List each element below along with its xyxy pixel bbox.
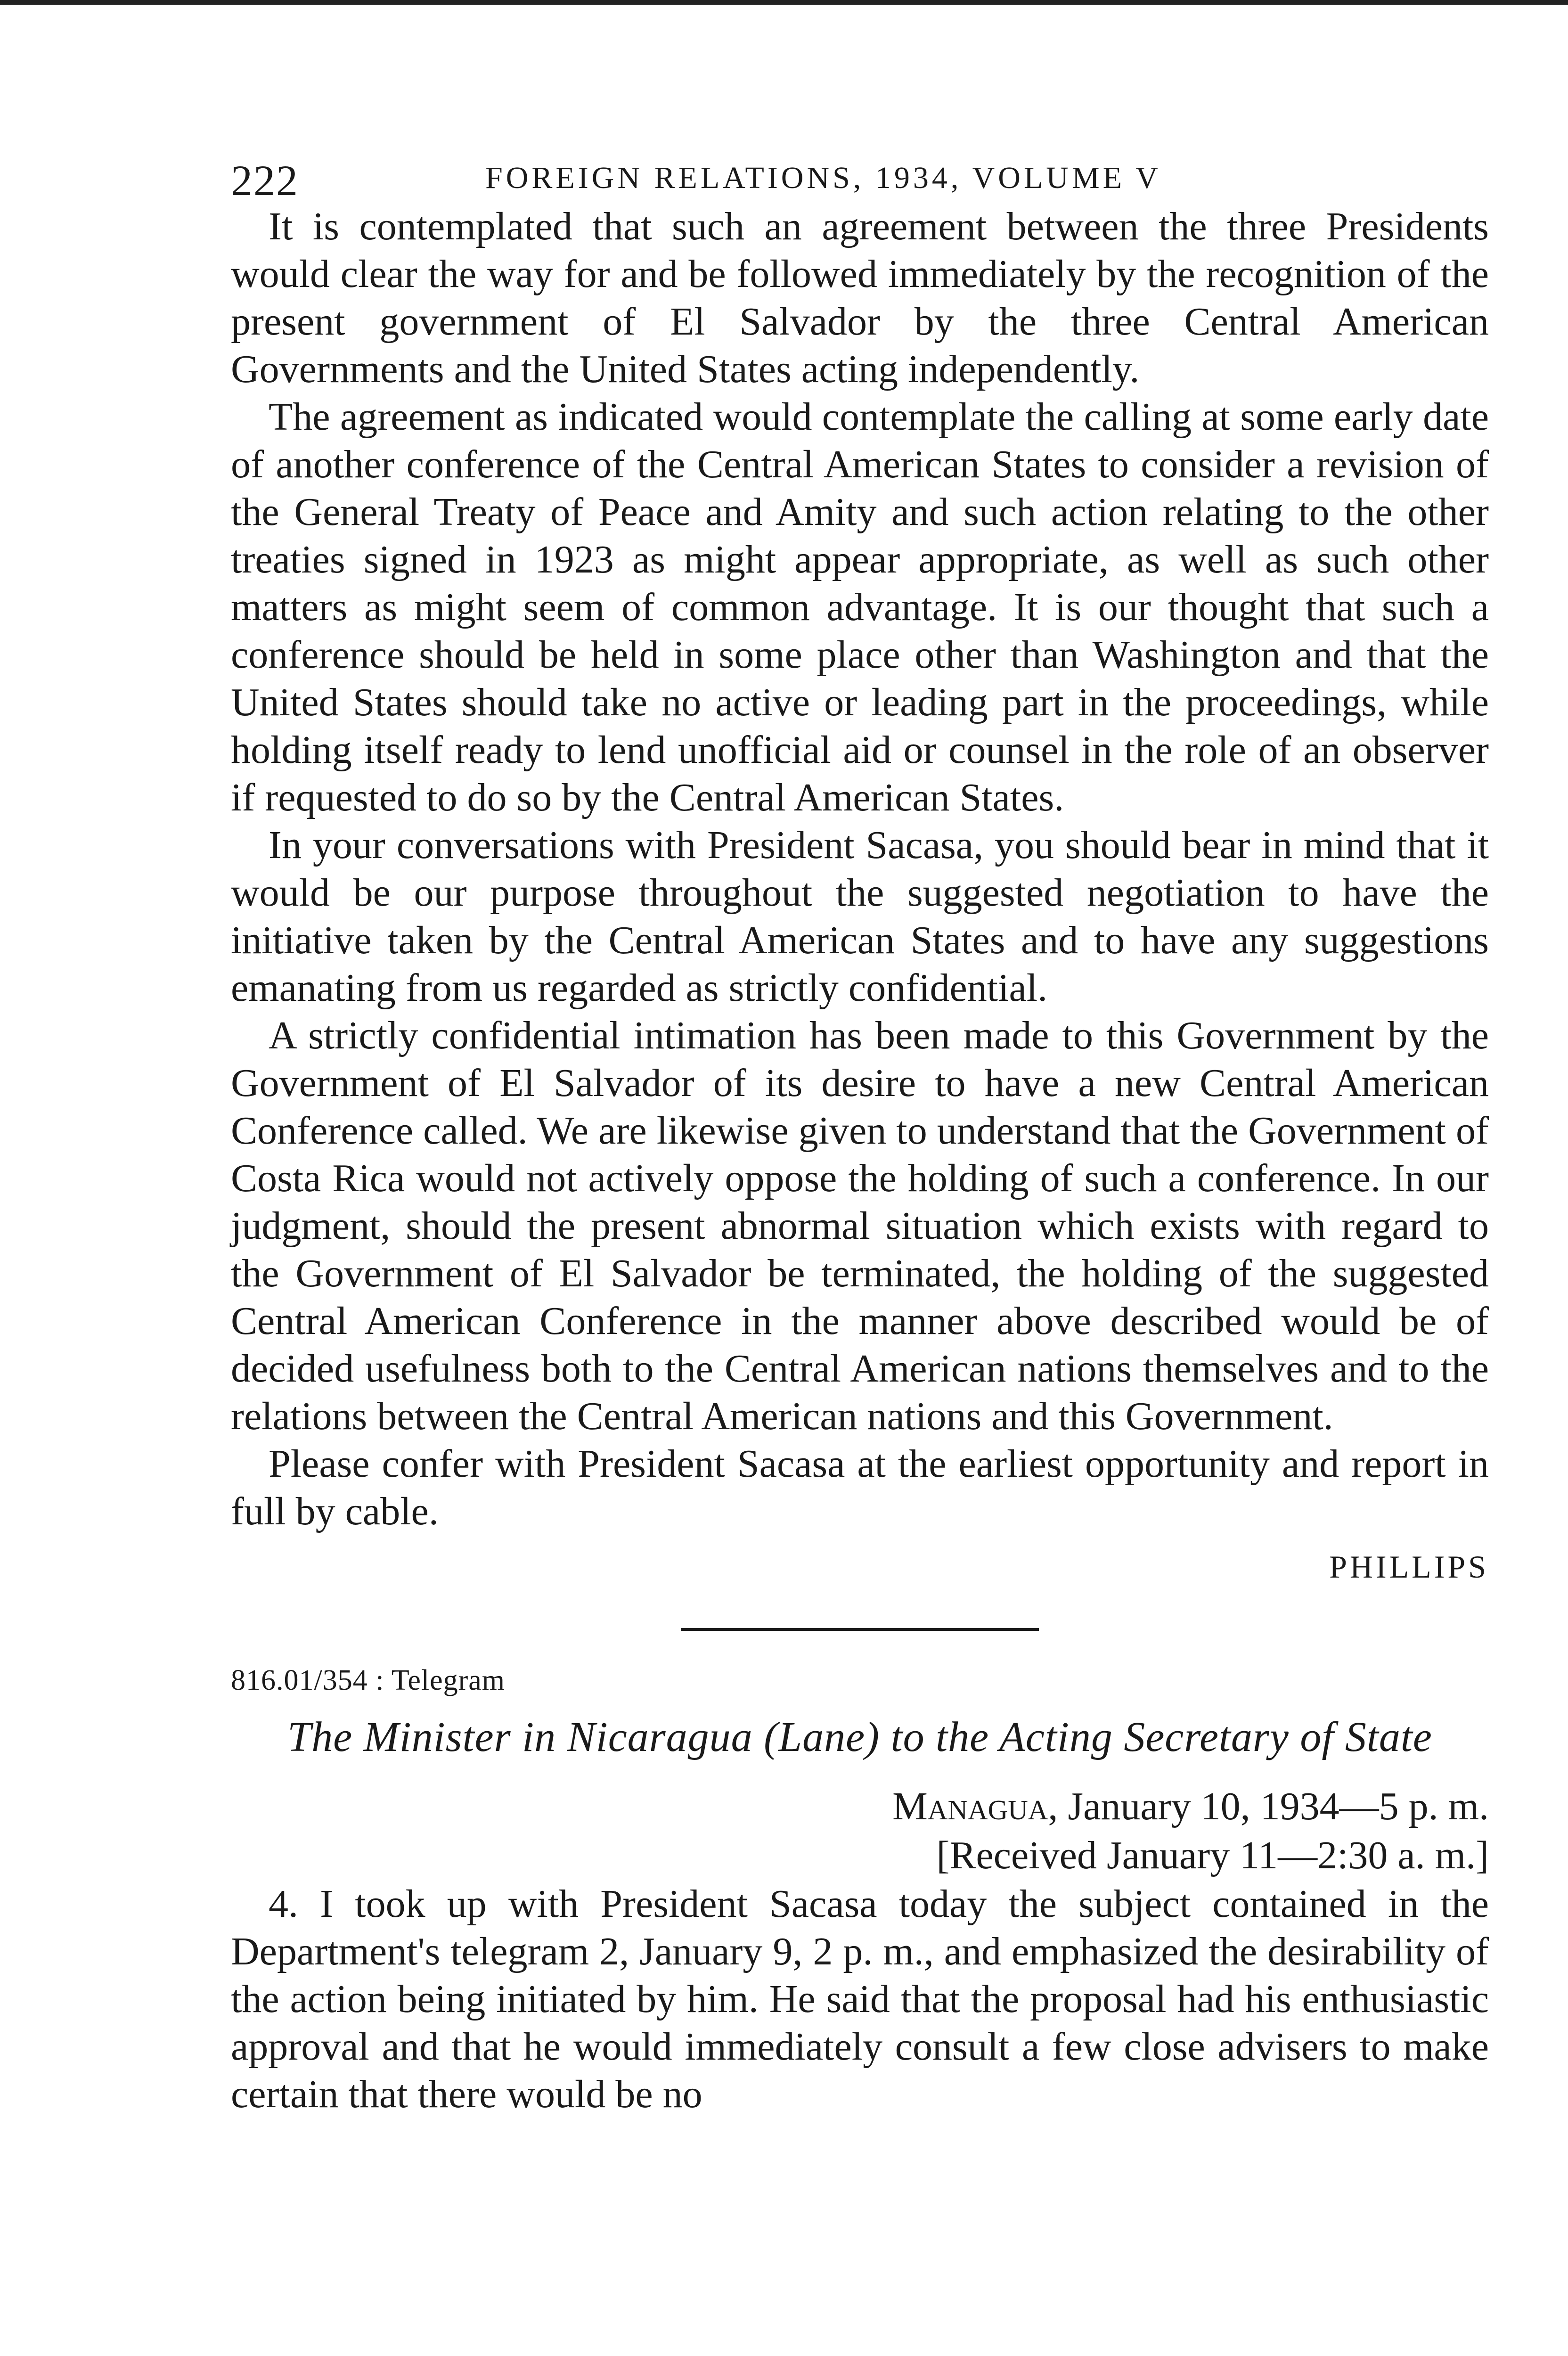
running-title: FOREIGN RELATIONS, 1934, VOLUME V — [485, 161, 1161, 195]
paragraph: The agreement as indicated would contemplate the calling at some early date of another conference of the Central American States to consider a revision of the General Treaty of Peace and Amity and such action relating to the other treaties signed in 1923 as might appear appropriate, as well as such other matters as might seem of common advantage. It is our thought that such a conference should be held in some place other than Washington and that the United States should take no active or leading part in the proceedings, while holding itself ready to lend unofficial aid or counsel in the role of an observer if requested to do so by the Central American States. — [231, 395, 1489, 819]
body-text — [231, 203, 1489, 1535]
file-reference: 816.01/354 : Telegram — [231, 1664, 506, 1696]
document-title: The Minister in Nicaragua (Lane) to the Acting Secretary of State — [287, 1714, 1432, 1760]
telegram-body — [231, 1880, 1489, 2118]
dateline-date: , January 10, 1934—5 p. m. — [1048, 1784, 1489, 1828]
page-number: 222 — [231, 156, 299, 205]
dateline-place: Managua — [892, 1784, 1048, 1828]
dateline-sent — [231, 1782, 1489, 1831]
paragraph: Please confer with President Sacasa at the earliest opportunity and report in full by cable. — [231, 1442, 1489, 1533]
section-divider — [681, 1628, 1039, 1631]
dateline-received: [Received January 11—2:30 a. m.] — [936, 1833, 1489, 1877]
document-page — [231, 137, 1489, 2118]
paragraph: It is contemplated that such an agreement between the three Presidents would clear the way for and be followed immediately by the recognition of the present government of El Salvador by the three Central American Governments and the United States acting independently. — [231, 205, 1489, 391]
dateline — [231, 1782, 1489, 1880]
top-rule — [0, 0, 1568, 5]
paragraph: 4. I took up with President Sacasa today the subject contained in the Department's telegram 2, January 9, 2 p. m., and emphasized the desirability of the action being initiated by him. He said that the proposal had his enthusiastic approval and that he would immediately consult a few close advisers to make certain that there would be no — [231, 1882, 1489, 2116]
running-head — [231, 137, 1489, 203]
signature: PHILLIPS — [1329, 1549, 1489, 1585]
paragraph: A strictly confidential intimation has been made to this Government by the Government of El Salvador of its desire to have a new Central American Conference called. We are likewise given to understand that the Government of Costa Rica would not actively oppose the holding of such a conference. In our judgment, should the present abnormal situation which exists with regard to the Government of El Salvador be terminated, the holding of the suggested Central American Conference in the manner above described would be of decided usefulness both to the Central American nations themselves and to the relations between the Central American nations and this Government. — [231, 1014, 1489, 1438]
paragraph: In your conversations with President Sacasa, you should bear in mind that it would be our purpose throughout the suggested negotiation to have the initiative taken by the Central American States and to have any suggestions emanating from us regarded as strictly confidential. — [231, 823, 1489, 1010]
